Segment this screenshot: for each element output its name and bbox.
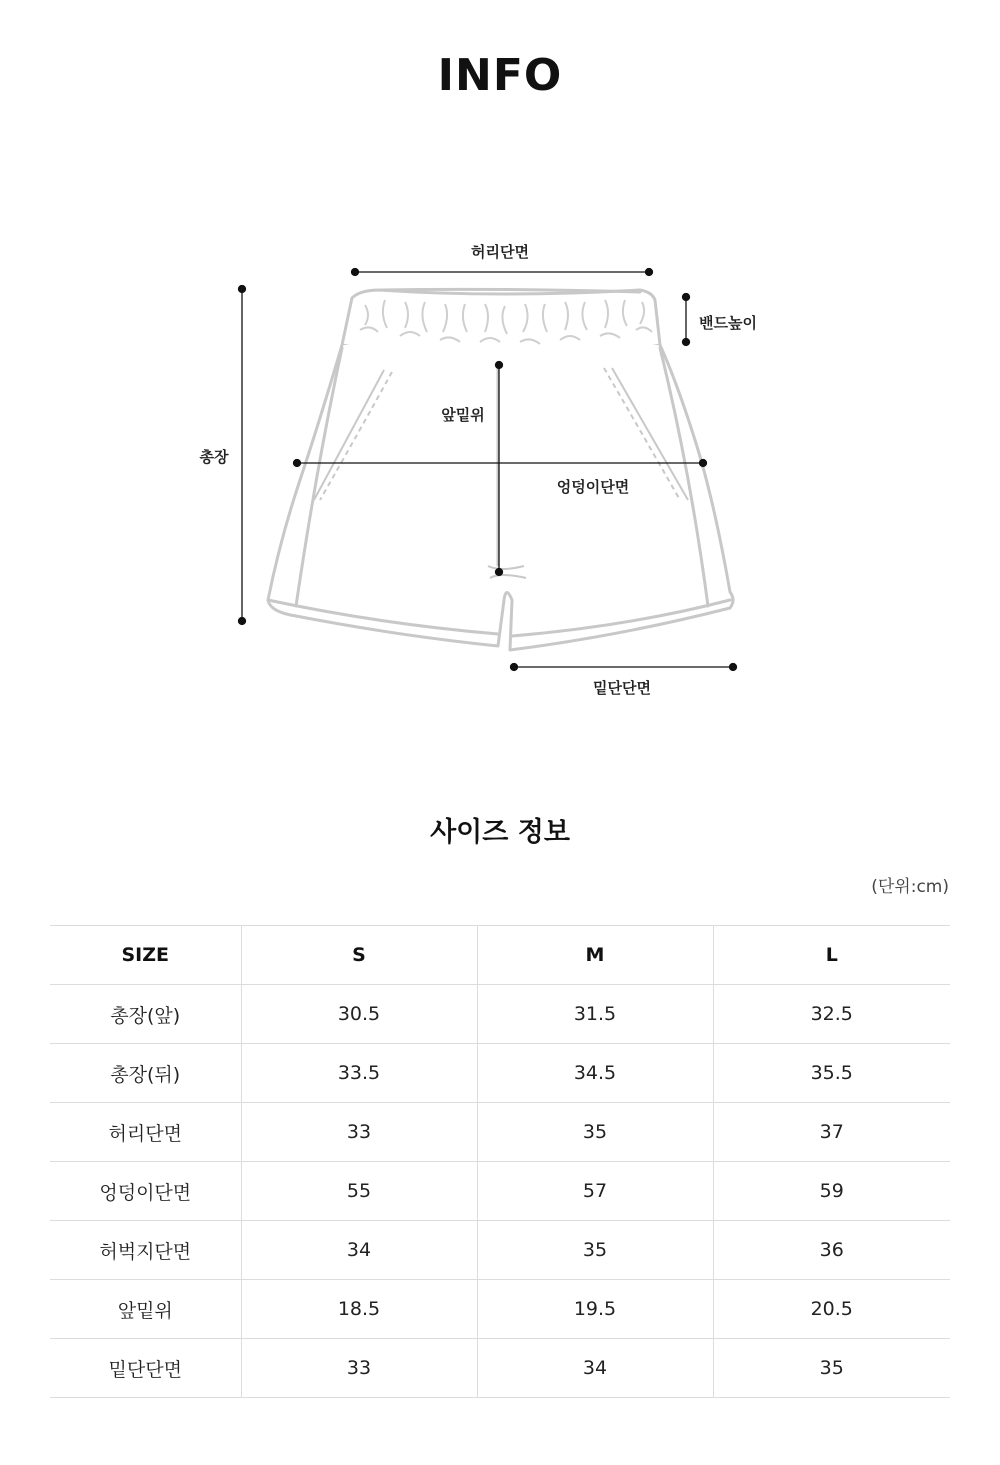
table-row [50,985,950,1044]
table-cell: 19.5 [477,1280,713,1339]
table-cell: 34.5 [477,1044,713,1103]
row-label: 밑단단면 [50,1339,241,1398]
table-cell: 35 [477,1103,713,1162]
table-cell: 35.5 [713,1044,950,1103]
table-cell: 18.5 [241,1280,477,1339]
table-cell: 30.5 [241,985,477,1044]
row-label: 총장(뒤) [50,1044,241,1103]
size-table [50,925,950,1398]
table-cell: 35 [713,1339,950,1398]
row-label: 엉덩이단면 [50,1162,241,1221]
row-label: 총장(앞) [50,985,241,1044]
table-cell: 59 [713,1162,950,1221]
table-cell: 33.5 [241,1044,477,1103]
table-row [50,1339,950,1398]
page-title: INFO [437,50,563,101]
table-row [50,1044,950,1103]
table-cell: 32.5 [713,985,950,1044]
column-header: M [477,926,713,985]
table-cell: 33 [241,1339,477,1398]
table-cell: 37 [713,1103,950,1162]
size-info-title: 사이즈 정보 [430,817,570,848]
table-row [50,1103,950,1162]
column-header: SIZE [50,926,241,985]
table-cell: 31.5 [477,985,713,1044]
front-rise-label: 앞밑위 [441,406,485,424]
table-cell: 55 [241,1162,477,1221]
table-cell: 57 [477,1162,713,1221]
table-row [50,1280,950,1339]
column-header: L [713,926,950,985]
row-label: 허리단면 [50,1103,241,1162]
table-cell: 33 [241,1103,477,1162]
table-cell: 35 [477,1221,713,1280]
table-row [50,1221,950,1280]
row-label: 허벅지단면 [50,1221,241,1280]
hip-label: 엉덩이단면 [556,478,630,496]
row-label: 앞밑위 [50,1280,241,1339]
hem-label: 밑단단면 [593,679,651,697]
waist-label: 허리단면 [471,243,529,261]
table-cell: 34 [241,1221,477,1280]
table-header-row [50,926,950,985]
table-cell: 20.5 [713,1280,950,1339]
column-header: S [241,926,477,985]
band-height-label: 밴드높이 [699,314,757,332]
table-row [50,1162,950,1221]
table-cell: 34 [477,1339,713,1398]
total-length-label: 총장 [199,448,229,466]
table-cell: 36 [713,1221,950,1280]
unit-note: (단위:cm) [871,877,949,897]
